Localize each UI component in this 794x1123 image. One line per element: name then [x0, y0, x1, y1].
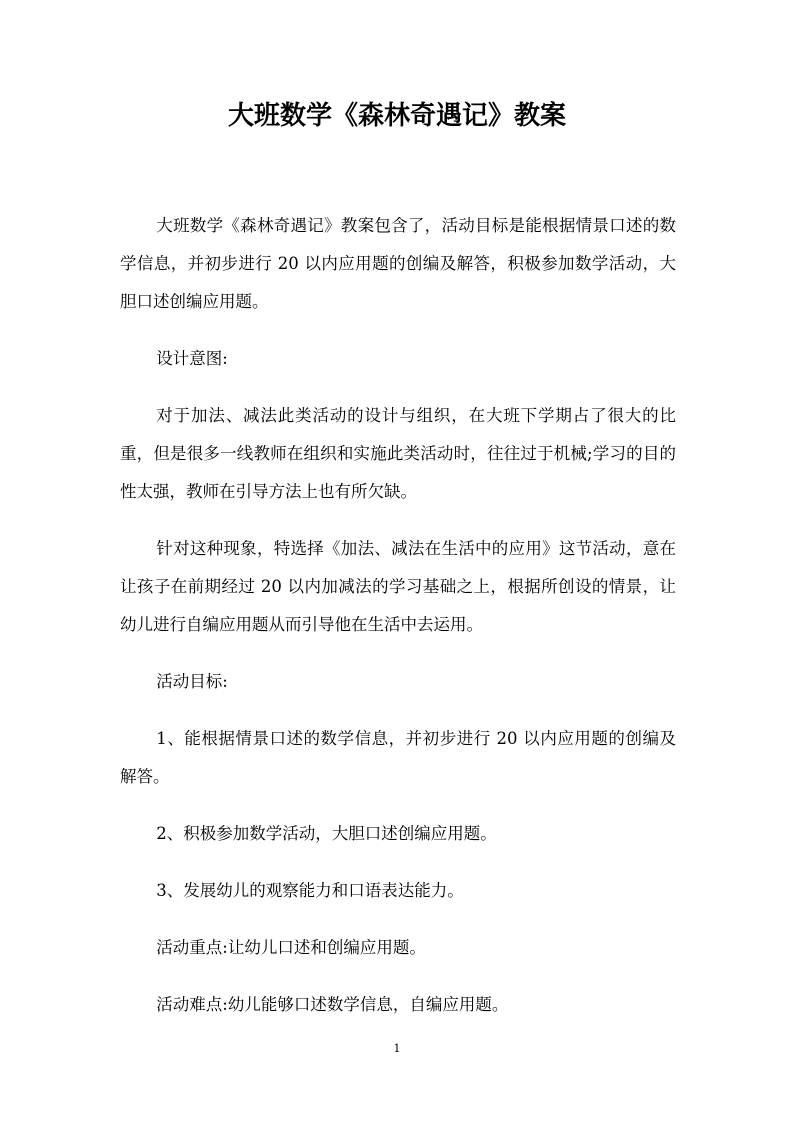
page-number: 1	[393, 1042, 401, 1055]
heading-design-intent: 设计意图:	[156, 349, 228, 368]
paragraph-activity-choice: 针对这种现象，特选择《加法、减法在生活中的应用》这节活动，意在让孩子在前期经过 20 以内加减法的学习基础之上，根据所创设的情景，让幼儿进行自编应用题从而引导他在生活中去运用。	[120, 539, 676, 634]
goal-item-3: 3、发展幼儿的观察能力和口语表达能力。	[156, 881, 464, 900]
paragraph-design-intent: 对于加法、减法此类活动的设计与组织，在大班下学期占了很大的比重，但是很多一线教师在组织和实施此类活动时，往往过于机械;学习的目的性太强，教师在引导方法上也有所欠缺。	[120, 406, 676, 501]
heading-activity-goals: 活动目标:	[156, 672, 228, 691]
activity-focus: 活动重点:让幼儿口述和创编应用题。	[156, 938, 426, 957]
document-title: 大班数学《森林奇遇记》教案	[227, 101, 566, 131]
goal-item-1: 1、能根据情景口述的数学信息，并初步进行 20 以内应用题的创编及解答。	[120, 729, 676, 786]
activity-difficulty: 活动难点:幼儿能够口述数学信息，自编应用题。	[156, 995, 509, 1014]
document-body	[120, 207, 676, 1043]
goal-item-2: 2、积极参加数学活动，大胆口述创编应用题。	[156, 824, 497, 843]
paragraph-intro: 大班数学《森林奇遇记》教案包含了，活动目标是能根据情景口述的数学信息，并初步进行 20 以内应用题的创编及解答，积极参加数学活动，大胆口述创编应用题。	[120, 216, 676, 311]
